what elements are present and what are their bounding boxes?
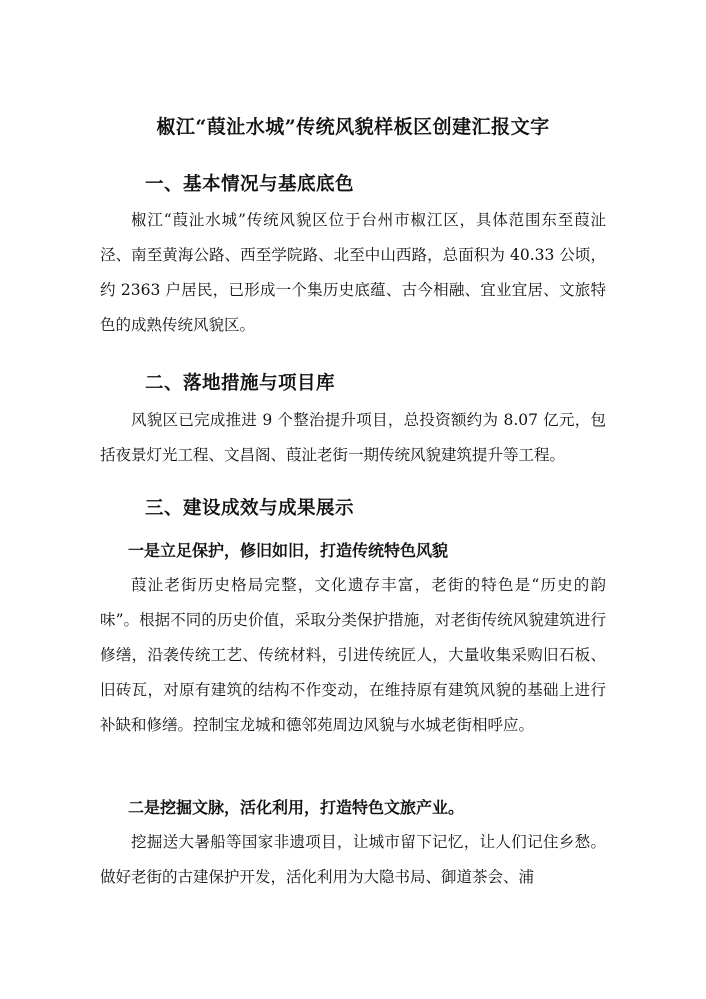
section-paragraph-basic-info: 椒江“葭沚水城”传统风貌区位于台州市椒江区，具体范围东至葭沚泾、南至黄海公路、西至学院路、北至中山西路，总面积为 40.33 公顷，约 2363 户居民，已形成一个集历史底蕴、古今相融、宜业宜居、文旅特色的成熟传统风貌区。: [100, 211, 606, 334]
subsection-paragraph-protection: 葭沚老街历史格局完整，文化遗存丰富，老街的特色是“历史的韵味”。根据不同的历史价值，采取分类保护措施，对老街传统风貌建筑进行修缮，沿袭传统工艺、传统材料，引进传统匠人，大量收集采购旧石板、旧砖瓦，对原有建筑的结构不作变动，在维持原有建筑风貌的基础上进行补缺和修缮。控制宝龙城和德邻苑周边风貌与水城老街相呼应。: [100, 576, 606, 734]
document-title: 椒江“葭沚水城”传统风貌样板区创建汇报文字: [156, 116, 550, 138]
subsection-heading-culture: 二是挖掘文脉，活化利用，打造特色文旅产业。: [128, 798, 465, 817]
section-heading-measures: 二、落地措施与项目库: [145, 373, 336, 394]
section-paragraph-measures: 风貌区已完成推进 9 个整治提升项目，总投资额约为 8.07 亿元，包括夜景灯光工程、文昌阁、葭沚老街一期传统风貌建筑提升等工程。: [100, 411, 606, 464]
section-heading-basic-info: 一、基本情况与基底底色: [145, 174, 355, 195]
section-heading-results: 三、建设成效与成果展示: [145, 498, 355, 519]
subsection-paragraph-culture: 挖掘送大暑船等国家非遗项目，让城市留下记忆，让人们记住乡愁。做好老街的古建保护开发，活化利用为大隐书局、御道茶会、浦: [100, 833, 606, 886]
subsection-heading-protection: 一是立足保护，修旧如旧，打造传统特色风貌: [128, 541, 449, 560]
